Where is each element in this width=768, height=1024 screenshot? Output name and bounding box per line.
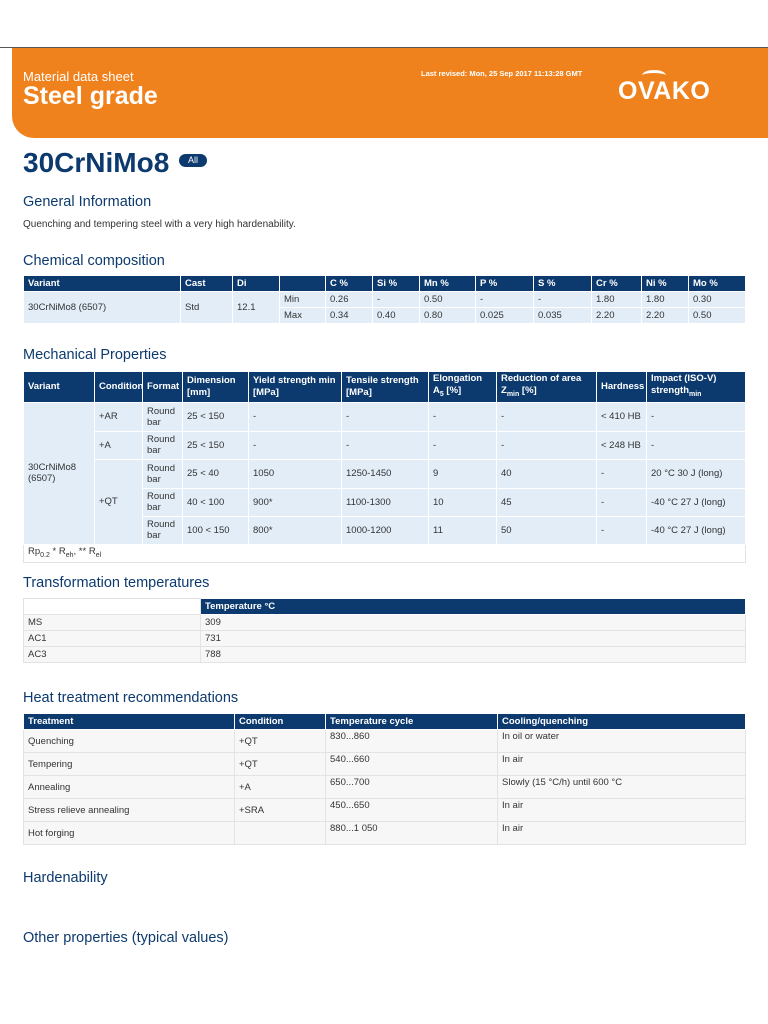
reduction-cell: - — [497, 402, 597, 431]
col-header-hardness: Hardness — [597, 372, 647, 403]
treatment-cell: Hot forging — [24, 822, 235, 845]
condition-cell: +A — [235, 776, 326, 799]
col-header — [280, 276, 326, 292]
general-heading: General Information — [23, 194, 152, 210]
point-name: MS — [24, 615, 201, 631]
table-cell: 0.80 — [420, 308, 476, 324]
col-header-dimension: Dimension [mm] — [183, 372, 249, 403]
elongation-cell: 9 — [429, 459, 497, 488]
tensile-cell: 1100-1300 — [342, 488, 429, 516]
table-cell: 0.50 — [420, 292, 476, 308]
chemical-header-row — [24, 276, 746, 292]
dimension-cell: 25 < 150 — [183, 431, 249, 459]
banner-title: Steel grade — [23, 82, 158, 110]
general-text: Quenching and tempering steel with a very high hardenability. — [23, 219, 296, 230]
col-header-impact: Impact (ISO-V) strength$_{min}$ — [647, 372, 746, 403]
dimension-cell: 25 < 150 — [183, 402, 249, 431]
temperature-cell: 540...660 — [326, 753, 498, 776]
treatment-cell: Stress relieve annealing — [24, 799, 235, 822]
hardness-cell: < 248 HB — [597, 431, 647, 459]
reduction-cell: 45 — [497, 488, 597, 516]
treatment-cell: Quenching — [24, 730, 235, 753]
table-cell: 1.80 — [592, 292, 642, 308]
impact-cell: -40 °C 27 J (long) — [647, 516, 746, 544]
transformation-header-row — [24, 599, 746, 615]
hardness-cell: - — [597, 459, 647, 488]
tensile-cell: 1000-1200 — [342, 516, 429, 544]
col-header: Ni % — [642, 276, 689, 292]
col-header: Cast — [181, 276, 233, 292]
col-header: Mo % — [689, 276, 746, 292]
cooling-cell: Slowly (15 °C/h) until 600 °C — [498, 776, 746, 799]
variant-badge[interactable]: All — [179, 154, 207, 167]
tensile-cell: - — [342, 431, 429, 459]
col-header: Variant — [24, 276, 181, 292]
col-header: Temperature cycle — [326, 714, 498, 730]
heat-header-row — [24, 714, 746, 730]
table-cell: 2.20 — [592, 308, 642, 324]
table-row — [24, 292, 746, 308]
cooling-cell: In air — [498, 753, 746, 776]
tensile-cell: - — [342, 402, 429, 431]
table-row — [24, 459, 746, 488]
dimension-cell: 25 < 40 — [183, 459, 249, 488]
dimension-cell: 40 < 100 — [183, 488, 249, 516]
transformation-table — [23, 598, 746, 663]
col-header-temperature: Temperature °C — [201, 599, 746, 615]
table-row — [24, 615, 746, 631]
temperature-cell: 650...700 — [326, 776, 498, 799]
point-value: 309 — [201, 615, 746, 631]
format-cell: Round bar — [143, 431, 183, 459]
elongation-cell: - — [429, 431, 497, 459]
table-cell: 0.50 — [689, 308, 746, 324]
col-header: Cooling/quenching — [498, 714, 746, 730]
table-cell: Min — [280, 292, 326, 308]
elongation-cell: - — [429, 402, 497, 431]
transformation-heading: Transformation temperatures — [23, 575, 210, 591]
yield-cell: - — [249, 402, 342, 431]
yield-cell: 900* — [249, 488, 342, 516]
condition-cell: +SRA — [235, 799, 326, 822]
heat-table — [23, 713, 746, 845]
col-header-reduction: Reduction of area $Z_{min}$ [%] — [497, 372, 597, 403]
point-value: 788 — [201, 647, 746, 663]
table-cell: Max — [280, 308, 326, 324]
table-row — [24, 753, 746, 776]
col-header-elongation: Elongation $A_5$ [%] — [429, 372, 497, 403]
ovako-logo: OVAKO — [618, 77, 711, 105]
temperature-cell: 830...860 — [326, 730, 498, 753]
format-cell: Round bar — [143, 402, 183, 431]
cooling-cell: In oil or water — [498, 730, 746, 753]
yield-cell: 1050 — [249, 459, 342, 488]
temperature-cell: 450...650 — [326, 799, 498, 822]
col-header: Di — [233, 276, 280, 292]
hardness-cell: - — [597, 516, 647, 544]
table-row — [24, 647, 746, 663]
cooling-cell: In air — [498, 799, 746, 822]
col-header: S % — [534, 276, 592, 292]
dimension-cell: 100 < 150 — [183, 516, 249, 544]
format-cell: Round bar — [143, 516, 183, 544]
table-row — [24, 822, 746, 845]
reduction-cell: - — [497, 431, 597, 459]
grade-title: 30CrNiMo8 — [23, 147, 170, 178]
treatment-cell: Tempering — [24, 753, 235, 776]
table-cell: 0.30 — [689, 292, 746, 308]
table-cell: - — [476, 292, 534, 308]
empty-header-cell — [24, 599, 201, 615]
condition-cell: +QT — [235, 753, 326, 776]
impact-cell: 20 °C 30 J (long) — [647, 459, 746, 488]
table-cell: - — [534, 292, 592, 308]
point-name: AC3 — [24, 647, 201, 663]
table-row — [24, 730, 746, 753]
col-header: Condition — [235, 714, 326, 730]
chemical-heading: Chemical composition — [23, 253, 165, 269]
chemical-table — [23, 275, 746, 324]
impact-cell: - — [647, 402, 746, 431]
table-row — [24, 776, 746, 799]
elongation-cell: 11 — [429, 516, 497, 544]
treatment-cell: Annealing — [24, 776, 235, 799]
hardness-cell: - — [597, 488, 647, 516]
col-header: Cr % — [592, 276, 642, 292]
table-cell: 0.26 — [326, 292, 373, 308]
yield-cell: - — [249, 431, 342, 459]
col-header-format: Format — [143, 372, 183, 403]
impact-cell: -40 °C 27 J (long) — [647, 488, 746, 516]
table-row — [24, 799, 746, 822]
table-row — [24, 431, 746, 459]
col-header: Si % — [373, 276, 420, 292]
cast-cell: Std — [181, 292, 233, 324]
table-footnote-row — [24, 544, 746, 562]
format-cell: Round bar — [143, 488, 183, 516]
temperature-cell: 880...1 050 — [326, 822, 498, 845]
variant-cell: 30CrNiMo8 (6507) — [24, 402, 95, 544]
variant-cell: 30CrNiMo8 (6507) — [24, 292, 181, 324]
last-revised: Last revised: Mon, 25 Sep 2017 11:13:28 GMT — [421, 69, 583, 78]
footnote: $Rp_{0.2} * R_{eh}$, ** $R_{el}$ — [24, 544, 746, 562]
yield-cell: 800* — [249, 516, 342, 544]
reduction-cell: 50 — [497, 516, 597, 544]
table-cell: 0.035 — [534, 308, 592, 324]
document-type: Material data sheet — [23, 69, 134, 84]
table-row — [24, 631, 746, 647]
condition-cell — [235, 822, 326, 845]
hardness-cell: < 410 HB — [597, 402, 647, 431]
di-cell: 12.1 — [233, 292, 280, 324]
cooling-cell: In air — [498, 822, 746, 845]
col-header: Mn % — [420, 276, 476, 292]
point-value: 731 — [201, 631, 746, 647]
table-cell: - — [373, 292, 420, 308]
format-cell: Round bar — [143, 459, 183, 488]
col-header-condition: Condition — [95, 372, 143, 403]
table-cell: 2.20 — [642, 308, 689, 324]
table-cell: 1.80 — [642, 292, 689, 308]
col-header-yield: Yield strength min [MPa] — [249, 372, 342, 403]
col-header: Treatment — [24, 714, 235, 730]
mechanical-heading: Mechanical Properties — [23, 347, 167, 363]
condition-cell: +AR — [95, 402, 143, 431]
col-header: C % — [326, 276, 373, 292]
col-header-tensile: Tensile strength [MPa] — [342, 372, 429, 403]
hardenability-heading: Hardenability — [23, 870, 108, 886]
tensile-cell: 1250-1450 — [342, 459, 429, 488]
elongation-cell: 10 — [429, 488, 497, 516]
table-row — [24, 402, 746, 431]
point-name: AC1 — [24, 631, 201, 647]
condition-cell: +A — [95, 431, 143, 459]
table-cell: 0.34 — [326, 308, 373, 324]
col-header: P % — [476, 276, 534, 292]
header-banner — [12, 48, 768, 138]
table-cell: 0.40 — [373, 308, 420, 324]
table-cell: 0.025 — [476, 308, 534, 324]
mechanical-table — [23, 371, 746, 563]
condition-cell: +QT — [95, 459, 143, 544]
mechanical-header-row — [24, 372, 746, 403]
impact-cell: - — [647, 431, 746, 459]
condition-cell: +QT — [235, 730, 326, 753]
heat-heading: Heat treatment recommendations — [23, 690, 239, 706]
other-properties-heading: Other properties (typical values) — [23, 930, 229, 946]
reduction-cell: 40 — [497, 459, 597, 488]
col-header-variant: Variant — [24, 372, 95, 403]
